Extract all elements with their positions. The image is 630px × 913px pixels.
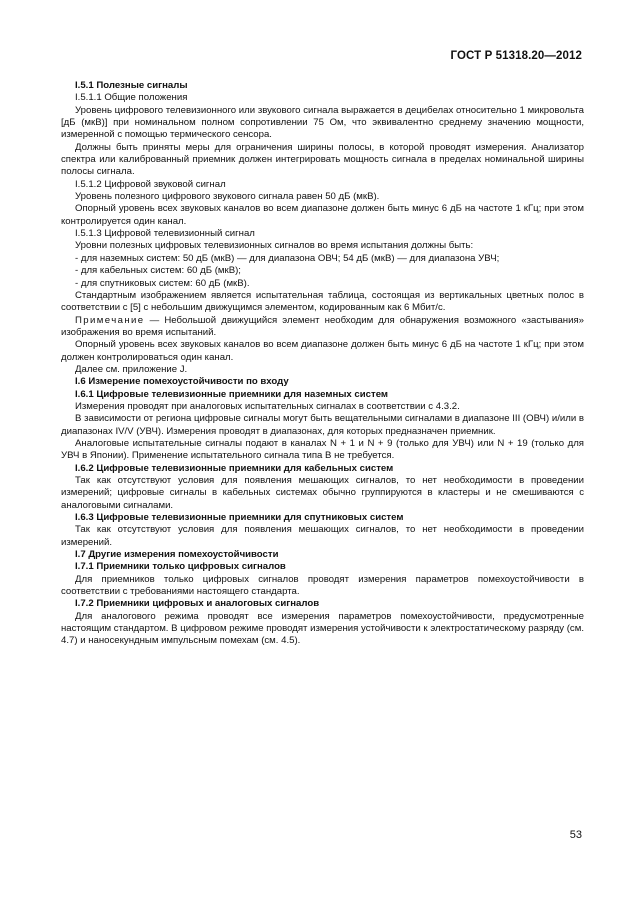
- paragraph: I.5.1.2 Цифровой звуковой сигнал: [75, 178, 226, 190]
- page-number: 53: [569, 829, 582, 841]
- section-heading: I.6.2 Цифровые телевизионные приемники для кабельных систем: [75, 462, 394, 474]
- paragraph: I.5.1.1 Общие положения: [75, 92, 188, 104]
- paragraph: - для кабельных систем: 60 дБ (мкВ);: [75, 265, 241, 277]
- paragraph: Уровень цифрового телевизионного или звукового сигнала выражается в децибелах относительно 1 микровольта [дБ (мкВ)] при номинальном полном сопротивлении 75 Ом, что эквивалентно среднему значению мощности, измеренной с помощью термического сенсора.: [61, 104, 584, 141]
- paragraph: Уровни полезных цифровых телевизионных сигналов во время испытания должны быть:: [75, 240, 474, 252]
- section-heading: I.6 Измерение помехоустойчивости по входу: [75, 376, 289, 388]
- paragraph: Должны быть приняты меры для ограничения ширины полосы, в которой проводят измерения. Анализатор спектра или калиброванный приемник должен интегрировать мощность сигнала в пределах номинальной ширины полосы сигнала.: [61, 141, 584, 178]
- paragraph: Так как отсутствуют условия для появления мешающих сигналов, то нет необходимости в проведении измерений.: [61, 524, 584, 548]
- section-heading: I.6.1 Цифровые телевизионные приемники для наземных систем: [75, 388, 389, 400]
- paragraph: Для приемников только цифровых сигналов проводят измерения параметров помехоустойчивости в соответствии с требованиями настоящего стандарта.: [61, 573, 584, 598]
- section-heading: I.5.1 Полезные сигналы: [75, 80, 188, 91]
- paragraph: Уровень полезного цифрового звукового сигнала равен 50 дБ (мкВ).: [75, 191, 380, 203]
- paragraph: Аналоговые испытательные сигналы подают в каналах N + 1 и N + 9 (только для УВЧ) или N + 19 (только для УВЧ в Японии). Применение испытательного сигнала типа В не требуется.: [61, 437, 584, 462]
- section-heading: I.7.2 Приемники цифровых и аналоговых сигналов: [75, 598, 320, 610]
- note-text: — Небольшой движущийся элемент необходим для обнаружения возможного «застывания» изображения во время испытаний.: [61, 314, 584, 338]
- section-heading: I.6.3 Цифровые телевизионные приемники для спутниковых систем: [75, 512, 404, 524]
- document-code: ГОСТ Р 51318.20—2012: [450, 50, 582, 62]
- paragraph: [61, 315, 584, 340]
- section-heading: I.7 Другие измерения помехоустойчивости: [75, 549, 279, 561]
- paragraph: Стандартным изображением является испытательная таблица, состоящая из вертикальных цветных полос в соответствии с [5] с небольшим движущимся элементом, кодированным как 6 Мбит/с.: [61, 289, 584, 314]
- paragraph: - для наземных систем: 50 дБ (мкВ) — для диапазона ОВЧ; 54 дБ (мкВ) — для диапазона УВЧ;: [75, 252, 500, 264]
- paragraph: Опорный уровень всех звуковых каналов во всем диапазоне должен быть минус 6 дБ на частоте 1 кГц; при этом контролируется один канал.: [61, 203, 584, 227]
- paragraph: Измерения проводят при аналоговых испытательных сигналах в соответствии с 4.3.2.: [75, 400, 460, 412]
- document-body: [61, 80, 584, 648]
- paragraph: Так как отсутствуют условия для появления мешающих сигналов, то нет необходимости в проведении измерений; цифровые сигналы в кабельных системах обычно группируются в кластеры и не смешиваются с аналоговыми сигналами.: [61, 475, 584, 511]
- paragraph: Опорный уровень всех звуковых каналов во всем диапазоне должен быть минус 6 дБ на частоте 1 кГц; при этом должен контролироваться один канал.: [61, 339, 584, 363]
- note-label: Примечание: [75, 314, 145, 326]
- paragraph: В зависимости от региона цифровые сигналы могут быть вещательными сигналами в диапазоне III (ОВЧ) и/или в диапазонах IV/V (УВЧ). Измерения проводят в диапазонах, для которых предназначен приемник.: [61, 413, 584, 437]
- paragraph: I.5.1.3 Цифровой телевизионный сигнал: [75, 228, 255, 240]
- paragraph: - для спутниковых систем: 60 дБ (мкВ).: [75, 277, 250, 289]
- paragraph: Далее см. приложение J.: [75, 363, 188, 375]
- section-heading: I.7.1 Приемники только цифровых сигналов: [75, 561, 286, 573]
- paragraph: Для аналогового режима проводят все измерения параметров помехоустойчивости, предусмотренные настоящим стандартом. В цифровом режиме проводят измерения устойчивости к электростатическому разряду (см. 4.7) и наносекундным импульсным помехам (см. 4.5).: [61, 610, 584, 647]
